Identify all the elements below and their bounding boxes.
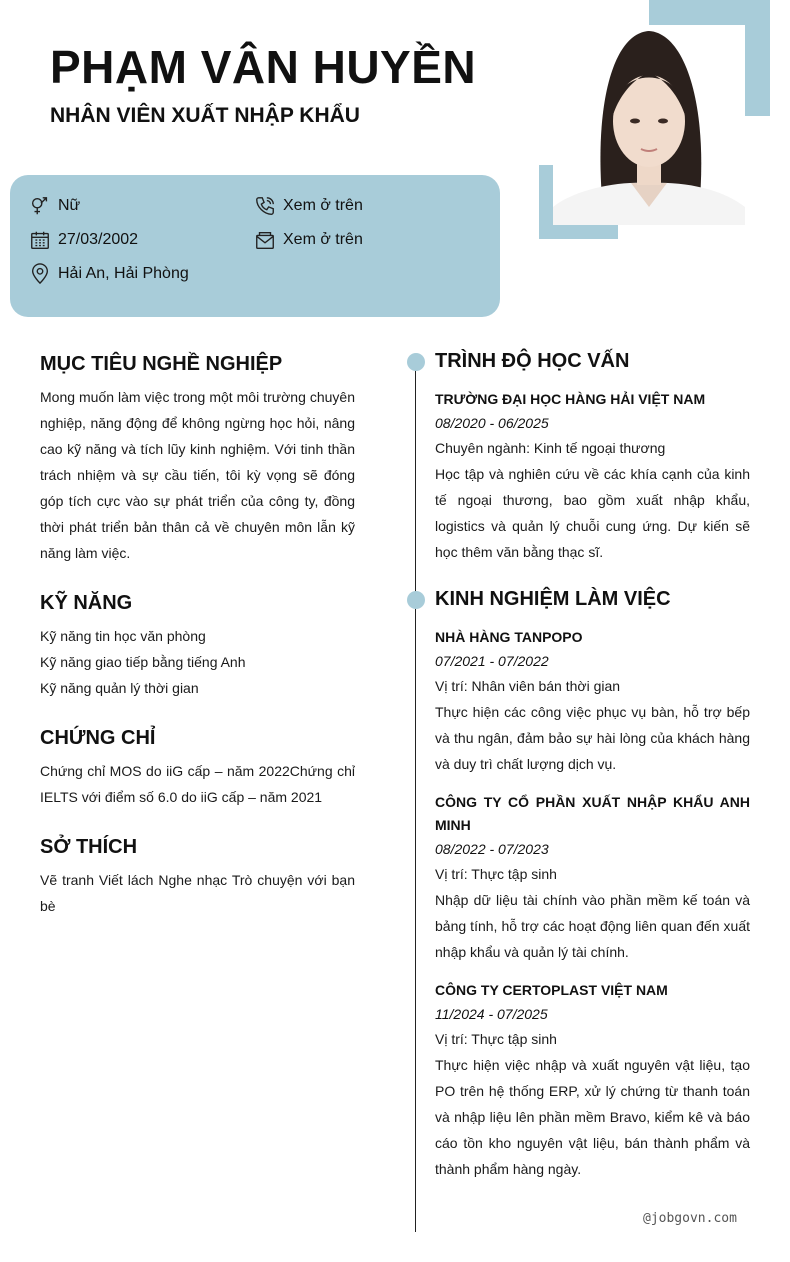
calendar-icon xyxy=(28,228,52,252)
education-major: Chuyên ngành: Kinh tế ngoại thương xyxy=(435,440,666,456)
timeline-line xyxy=(415,362,416,1232)
company-name: CÔNG TY CỔ PHẦN XUẤT NHẬP KHẨU ANH MINH xyxy=(435,794,750,833)
gender-icon xyxy=(28,194,52,218)
school-name: TRƯỜNG ĐẠI HỌC HÀNG HẢI VIỆT NAM xyxy=(435,391,706,407)
company-name: NHÀ HÀNG TANPOPO xyxy=(435,629,583,645)
job-title: NHÂN VIÊN XUẤT NHẬP KHẨU xyxy=(50,104,360,127)
watermark: @jobgovn.com xyxy=(643,1211,737,1226)
skill-item: Kỹ năng giao tiếp bằng tiếng Anh xyxy=(40,654,246,670)
job-date: 11/2024 - 07/2025 xyxy=(435,1006,548,1022)
contact-info-box xyxy=(10,175,500,317)
company-name: CÔNG TY CERTOPLAST VIỆT NAM xyxy=(435,982,668,998)
gender-value: Nữ xyxy=(58,197,81,214)
job-date: 07/2021 - 07/2022 xyxy=(435,653,549,669)
profile-photo xyxy=(553,25,745,225)
skills-heading: KỸ NĂNG xyxy=(40,592,133,614)
timeline-dot xyxy=(407,353,425,371)
education-date: 08/2020 - 06/2025 xyxy=(435,415,549,431)
job-position: Vị trí: Thực tập sinh xyxy=(435,866,557,882)
job-description: Nhập dữ liệu tài chính vào phần mềm kế toán và bảng tính, hỗ trợ các hoạt động liên quan đến xuất nhập khẩu và quản lý tài chính. xyxy=(435,892,750,960)
candidate-name: PHẠM VÂN HUYỀN xyxy=(50,41,477,93)
email-icon xyxy=(253,228,277,252)
job-date: 08/2022 - 07/2023 xyxy=(435,841,549,857)
phone-row xyxy=(253,194,363,218)
phone-icon xyxy=(253,194,277,218)
certificates-text: Chứng chỉ MOS do iiG cấp – năm 2022Chứng chỉ IELTS với điểm số 6.0 do iiG cấp – năm 2021 xyxy=(40,763,355,805)
education-description: Học tập và nghiên cứu về các khía cạnh của kinh tế ngoại thương, bao gồm xuất nhập khẩu, logistics và quản lý chuỗi cung ứng. Dự kiến sẽ học thêm văn bằng thạc sĩ. xyxy=(435,466,750,560)
skill-item: Kỹ năng tin học văn phòng xyxy=(40,628,206,644)
address-row xyxy=(28,262,189,286)
hobbies-heading: SỞ THÍCH xyxy=(40,836,138,858)
job-description: Thực hiện các công việc phục vụ bàn, hỗ trợ bếp và thu ngân, đảm bảo sự hài lòng của khách hàng và duy trì chất lượng dịch vụ. xyxy=(435,704,750,772)
job-position: Vị trí: Nhân viên bán thời gian xyxy=(435,678,621,694)
email-row xyxy=(253,228,363,252)
job-description: Thực hiện việc nhập và xuất nguyên vật liệu, tạo PO trên hệ thống ERP, xử lý chứng từ thanh toán và nhập liệu lên phần mềm Bravo, kiểm kê và báo cáo tồn kho nguyên vật liệu, bán thành phẩm và thành phẩm hàng ngày. xyxy=(435,1057,750,1177)
education-heading: TRÌNH ĐỘ HỌC VẤN xyxy=(435,350,630,372)
certificates-heading: CHỨNG CHỈ xyxy=(40,727,156,749)
location-icon xyxy=(28,262,52,286)
address-value: Hải An, Hải Phòng xyxy=(58,265,189,282)
birthdate-row xyxy=(28,228,138,252)
birthdate-value: 27/03/2002 xyxy=(58,231,139,248)
gender-row xyxy=(28,194,80,218)
email-value: Xem ở trên xyxy=(283,231,363,248)
phone-value: Xem ở trên xyxy=(283,197,363,214)
hobbies-text: Vẽ tranh Viết lách Nghe nhạc Trò chuyện với bạn bè xyxy=(40,872,355,914)
objective-text: Mong muốn làm việc trong một môi trường chuyên nghiệp, năng động để không ngừng học hỏi, nâng cao kỹ năng và tích lũy kinh nghiệm. Với tinh thần trách nhiệm và sự cầu tiến, tôi kỳ vọng sẽ đóng góp tích cực vào sự phát triển của công ty, đồng thời phát triển bản thân cả về chuyên môn lẫn kỹ năng làm việc. xyxy=(40,389,355,561)
timeline-dot xyxy=(407,591,425,609)
skill-item: Kỹ năng quản lý thời gian xyxy=(40,680,199,696)
objective-heading: MỤC TIÊU NGHỀ NGHIỆP xyxy=(40,353,283,375)
experience-heading: KINH NGHIỆM LÀM VIỆC xyxy=(435,588,671,610)
job-position: Vị trí: Thực tập sinh xyxy=(435,1031,557,1047)
